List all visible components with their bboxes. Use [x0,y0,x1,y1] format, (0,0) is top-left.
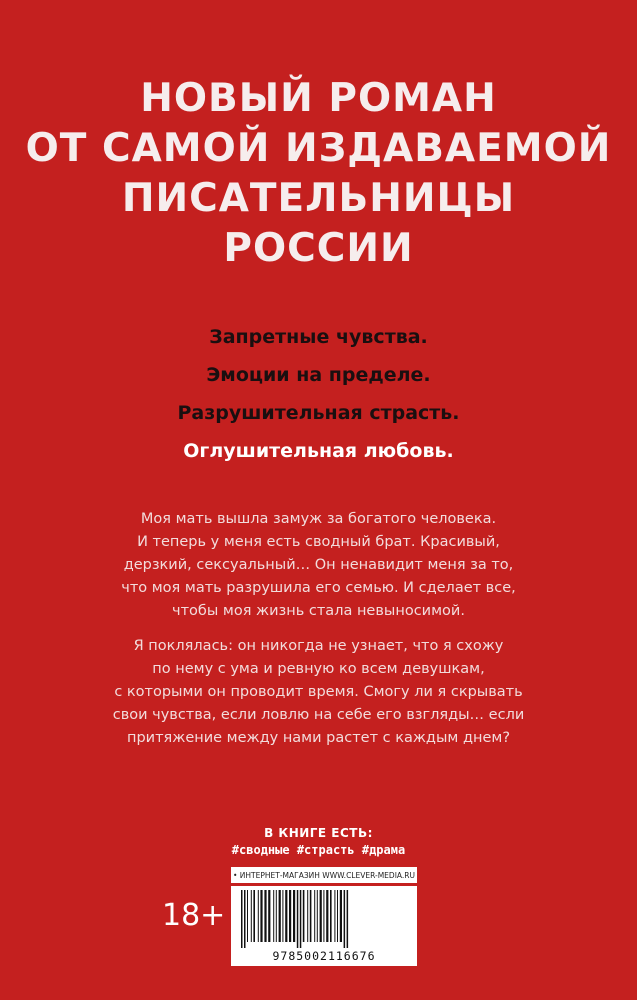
headline-line-1: НОВЫЙ РОМАН [140,76,497,121]
tagline-3: Разрушительная страсть. [177,402,460,424]
barcode-bar [264,890,266,942]
barcode-bar [320,890,322,942]
shop-url: • ИНТЕРНЕТ-МАГАЗИН WWW.CLEVER-MEDIA.RU [231,867,417,883]
blurb-line: что моя мать разрушила его семью. И сделает все, [121,580,516,596]
barcode-bars-icon [237,890,411,948]
blurb-line: Я поклялась: он никогда не узнает, что я схожу [133,638,504,654]
headline-line-4: РОССИИ [223,226,414,271]
paragraph-gap [0,623,637,635]
barcode-bar [334,890,335,942]
barcode-bar [285,890,287,942]
barcode-bar [247,890,248,942]
blurb-line: свои чувства, если ловлю на себе его взгляды… если [112,707,525,723]
barcode-bar [282,890,283,942]
tagline-4: Оглушительная любовь. [183,440,454,462]
barcode-bar [276,890,277,942]
barcode-bar [241,890,243,948]
barcode-bar [244,890,246,948]
barcode-bar [300,890,302,948]
barcode-bar [253,890,255,942]
barcode-bar [293,890,295,942]
barcode-bar [340,890,342,942]
age-rating: 18+ [162,898,226,933]
barcode-bar [344,890,346,948]
barcode-bar [323,890,324,942]
headline [0,74,637,274]
barcode-bar [268,890,270,942]
barcode-bar [326,890,328,942]
hashtags: #сводные #страсть #драма [231,843,406,857]
tagline-2: Эмоции на пределе. [206,364,431,386]
barcode-bar [317,890,318,942]
blurb-line: чтобы моя жизнь стала невыносимой. [172,603,465,619]
barcode-number: 9785002116676 [272,949,376,963]
headline-line-3: ПИСАТЕЛЬНИЦЫ [121,176,516,221]
barcode-bar [251,890,252,942]
taglines [0,318,637,470]
barcode-bar [347,890,349,948]
barcode-bar [310,890,312,942]
barcode-bar [297,890,299,948]
tagline-1: Запретные чувства. [209,326,428,348]
barcode-bar [337,890,338,942]
barcode-bar [314,890,315,942]
barcode-bar [289,890,291,942]
blurb-line: притяжение между нами растет с каждым днем? [126,730,511,746]
blurb-line: дерзкий, сексуальный… Он ненавидит меня за то, [123,557,514,573]
barcode-bar [279,890,281,942]
barcode-bar [273,890,274,942]
barcode-bar [307,890,308,942]
barcode-bar [258,890,259,942]
blurb-line: Моя мать вышла замуж за богатого человека. [140,511,497,527]
barcode-bar [330,890,332,942]
blurb-line: по нему с ума и ревную ко всем девушкам, [152,661,485,677]
barcode [231,886,417,966]
headline-line-2: ОТ САМОЙ ИЗДАВАЕМОЙ [25,126,612,171]
blurb-line: с которыми он проводит время. Смогу ли я скрывать [114,684,523,700]
in-book-label: В КНИГЕ ЕСТЬ: [264,826,373,840]
barcode-bar [260,890,262,942]
blurb [0,508,637,750]
barcode-bar [303,890,305,942]
blurb-line: И теперь у меня есть сводный брат. Красивый, [137,534,500,550]
